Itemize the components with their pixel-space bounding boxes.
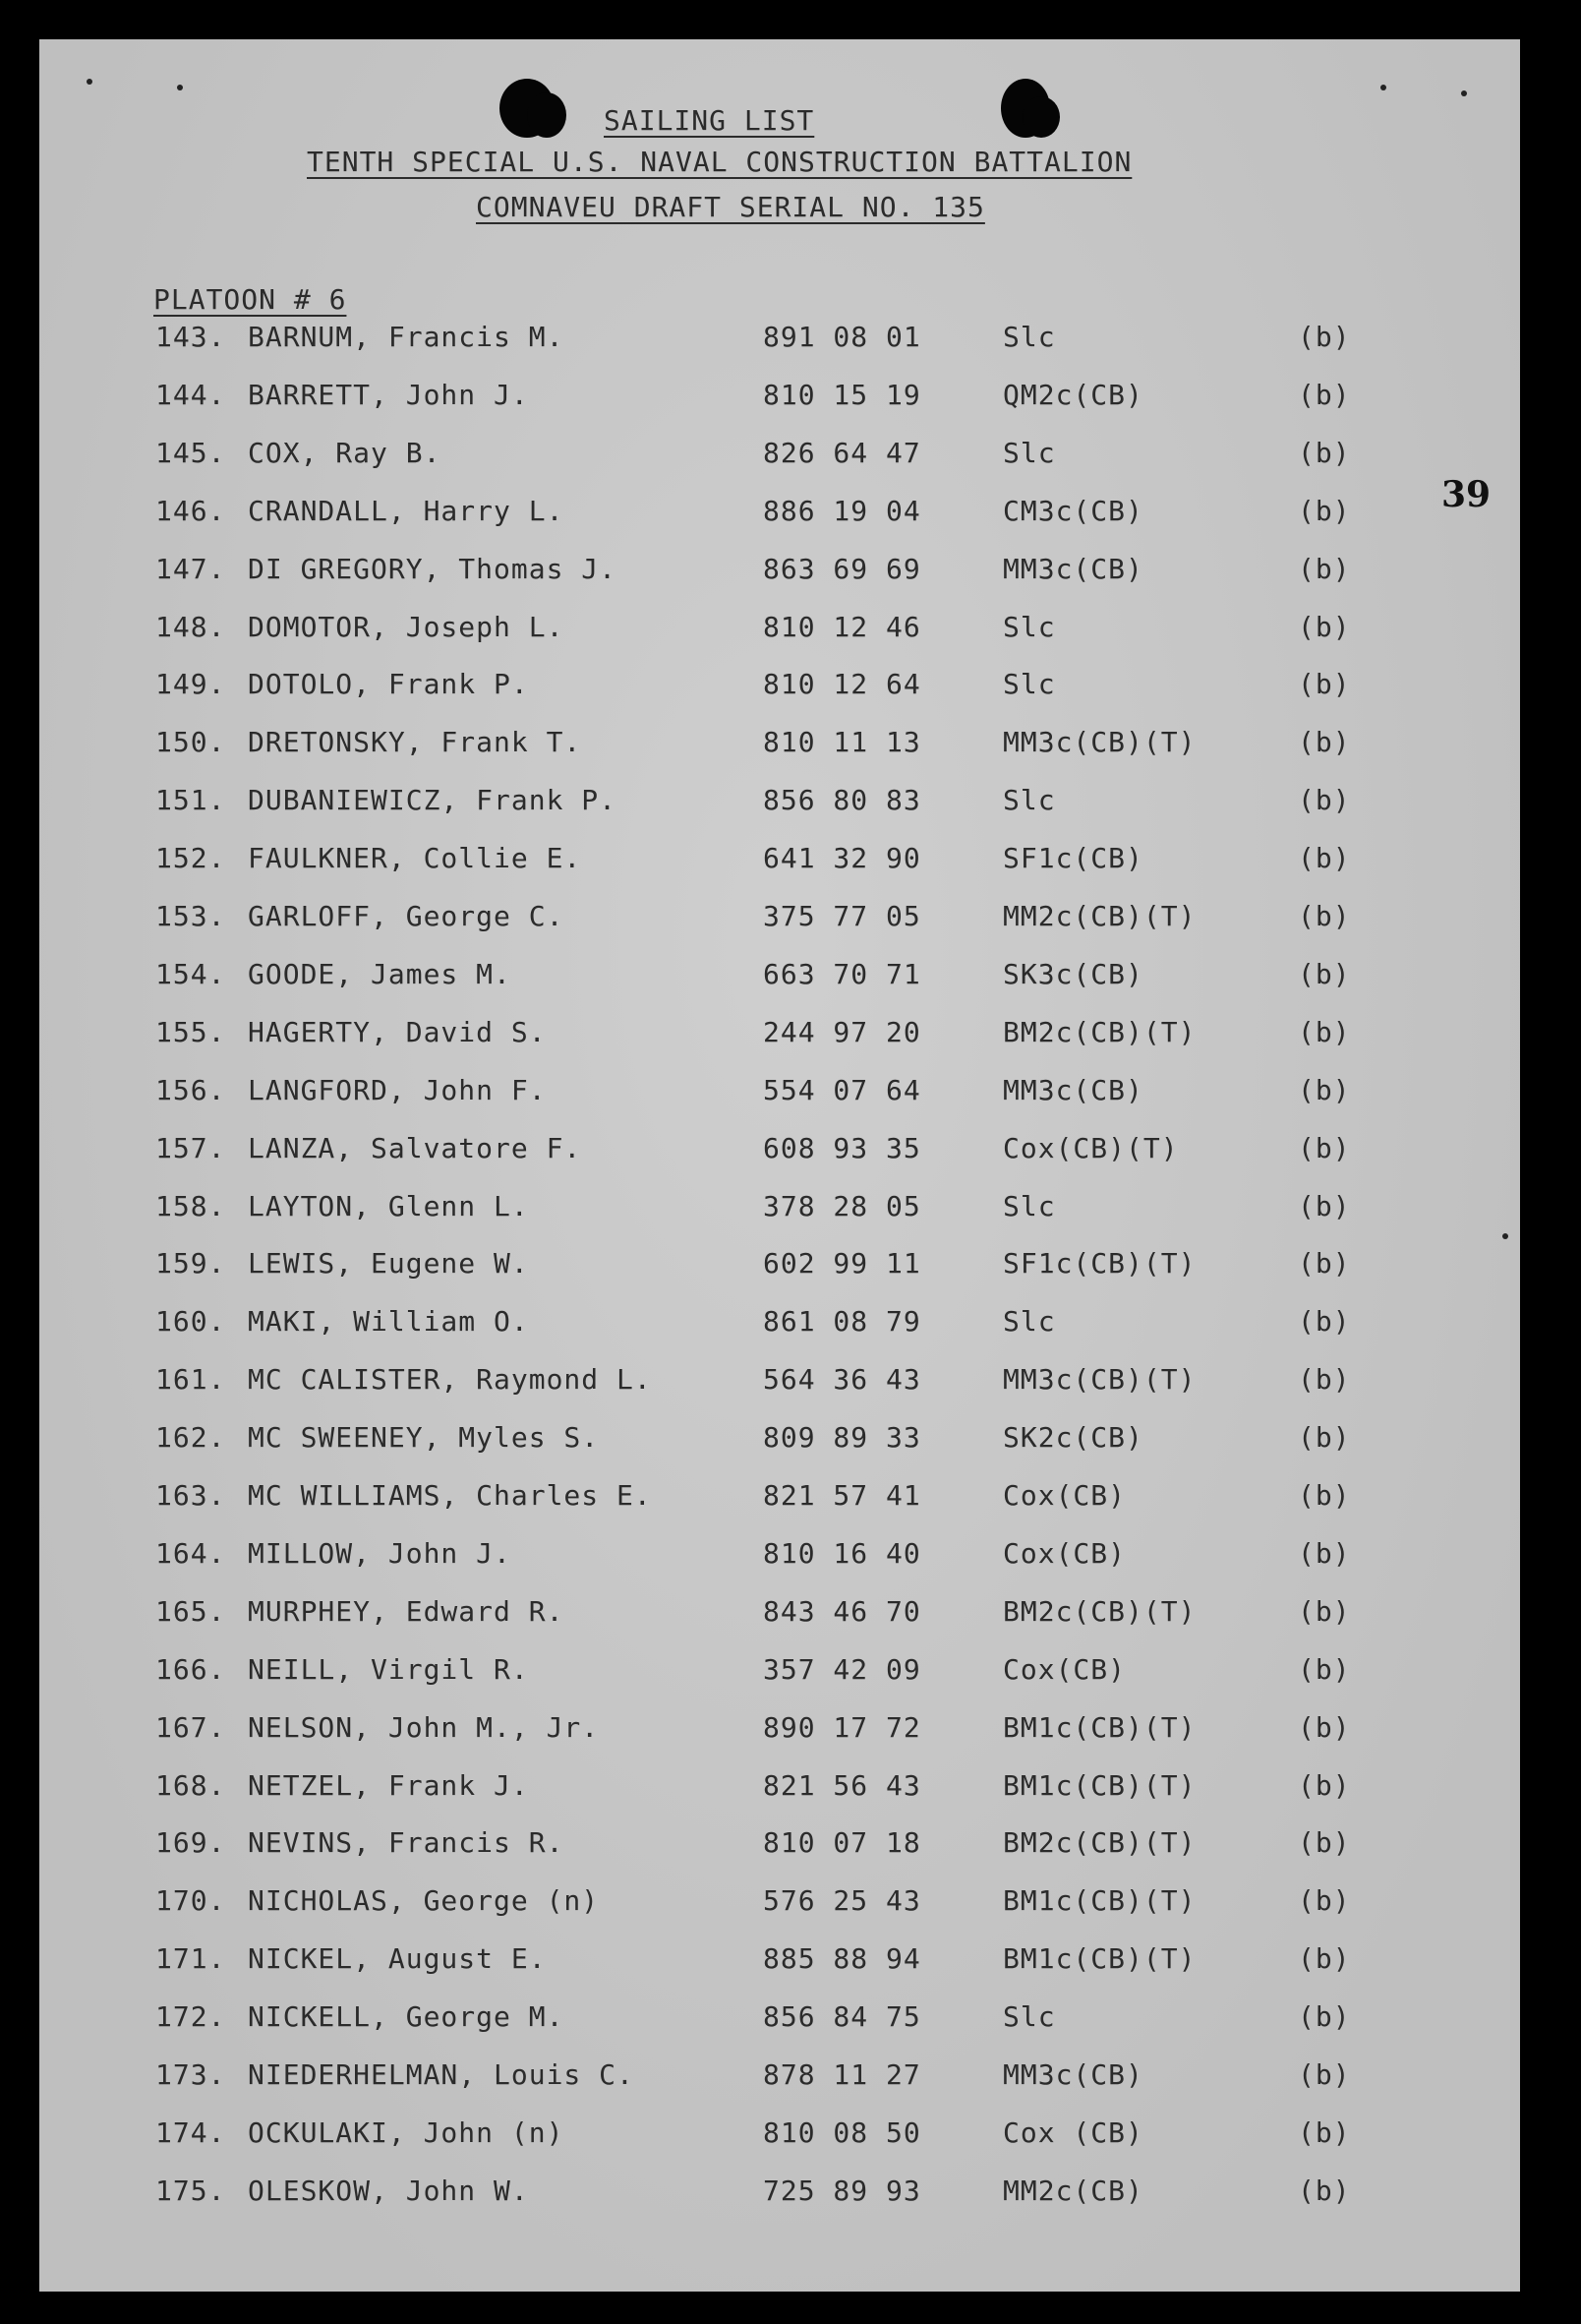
roster-row	[39, 611, 1520, 650]
roster-row	[39, 1305, 1520, 1344]
status-code: (b)	[1298, 1073, 1351, 1106]
service-number: 357 42 09	[763, 1652, 921, 1686]
service-number: 810 12 46	[763, 610, 921, 643]
service-number: 810 12 64	[763, 668, 921, 701]
entry-number: 170.	[155, 1884, 226, 1918]
sailor-name: COX, Ray B.	[248, 436, 441, 469]
sailor-name: MC SWEENEY, Myles S.	[248, 1421, 600, 1455]
sailor-name: NETZEL, Frank J.	[248, 1768, 529, 1802]
page-number: 39	[1441, 474, 1492, 515]
status-code: (b)	[1298, 784, 1351, 817]
entry-number: 175.	[155, 2174, 226, 2207]
entry-number: 164.	[155, 1536, 226, 1570]
rating: BM1c(CB)(T)	[1003, 1942, 1197, 1976]
rating: Slc	[1003, 321, 1056, 353]
scan-speck	[1502, 1233, 1508, 1239]
status-code: (b)	[1298, 1421, 1351, 1455]
sailor-name: MC WILLIAMS, Charles E.	[248, 1479, 652, 1512]
roster-row	[39, 668, 1520, 707]
service-number: 725 89 93	[763, 2174, 921, 2207]
rating: MM3c(CB)(T)	[1003, 726, 1197, 759]
entry-number: 146.	[155, 494, 226, 527]
sailor-name: LANZA, Salvatore F.	[248, 1131, 582, 1164]
roster-row	[39, 1247, 1520, 1286]
rating: BM1c(CB)(T)	[1003, 1768, 1197, 1802]
entry-number: 145.	[155, 436, 226, 469]
status-code: (b)	[1298, 321, 1351, 353]
rating: SF1c(CB)	[1003, 842, 1143, 875]
sailor-name: DOTOLO, Frank P.	[248, 668, 529, 701]
sailor-name: MILLOW, John J.	[248, 1536, 511, 1570]
document-subtitle: TENTH SPECIAL U.S. NAVAL CONSTRUCTION BATTALION	[307, 146, 1133, 178]
status-code: (b)	[1298, 1652, 1351, 1686]
entry-number: 144.	[155, 378, 226, 411]
sailor-name: NELSON, John M., Jr.	[248, 1710, 600, 1744]
entry-number: 149.	[155, 668, 226, 701]
entry-number: 171.	[155, 1942, 226, 1976]
roster-row	[39, 1074, 1520, 1113]
status-code: (b)	[1298, 668, 1351, 701]
rating: SK3c(CB)	[1003, 957, 1143, 990]
rating: BM2c(CB)(T)	[1003, 1826, 1197, 1860]
rating: QM2c(CB)	[1003, 378, 1143, 411]
entry-number: 158.	[155, 1189, 226, 1222]
entry-number: 166.	[155, 1652, 226, 1686]
service-number: 810 15 19	[763, 378, 921, 411]
status-code: (b)	[1298, 1131, 1351, 1164]
sailor-name: MURPHEY, Edward R.	[248, 1594, 564, 1628]
roster-row	[39, 1769, 1520, 1809]
service-number: 810 16 40	[763, 1536, 921, 1570]
entry-number: 173.	[155, 2058, 226, 2091]
service-number: 861 08 79	[763, 1305, 921, 1339]
rating: BM2c(CB)(T)	[1003, 1594, 1197, 1628]
service-number: 810 07 18	[763, 1826, 921, 1860]
entry-number: 157.	[155, 1131, 226, 1164]
entry-number: 159.	[155, 1247, 226, 1281]
roster-row	[39, 1537, 1520, 1577]
status-code: (b)	[1298, 610, 1351, 643]
status-code: (b)	[1298, 2115, 1351, 2149]
entry-number: 156.	[155, 1073, 226, 1106]
sailor-name: FAULKNER, Collie E.	[248, 842, 582, 875]
sailor-name: BARNUM, Francis M.	[248, 321, 564, 353]
sailor-name: NICKEL, August E.	[248, 1942, 547, 1976]
scan-speck	[1461, 90, 1467, 96]
service-number: 886 19 04	[763, 494, 921, 527]
roster-row	[39, 321, 1520, 360]
rating: SK2c(CB)	[1003, 1421, 1143, 1455]
entry-number: 147.	[155, 552, 226, 585]
status-code: (b)	[1298, 1189, 1351, 1222]
entry-number: 167.	[155, 1710, 226, 1744]
roster-row	[39, 553, 1520, 592]
service-number: 641 32 90	[763, 842, 921, 875]
rating: SF1c(CB)(T)	[1003, 1247, 1197, 1281]
status-code: (b)	[1298, 494, 1351, 527]
document-title: SAILING LIST	[604, 104, 815, 137]
status-code: (b)	[1298, 378, 1351, 411]
rating: MM3c(CB)(T)	[1003, 1363, 1197, 1397]
rating: BM1c(CB)(T)	[1003, 1884, 1197, 1918]
service-number: 821 56 43	[763, 1768, 921, 1802]
roster-row	[39, 1016, 1520, 1055]
service-number: 810 11 13	[763, 726, 921, 759]
rating: MM3c(CB)	[1003, 2058, 1143, 2091]
service-number: 885 88 94	[763, 1942, 921, 1976]
status-code: (b)	[1298, 1305, 1351, 1339]
entry-number: 143.	[155, 321, 226, 353]
platoon-label: PLATOON # 6	[153, 283, 347, 316]
rating: MM2c(CB)(T)	[1003, 900, 1197, 932]
entry-number: 165.	[155, 1594, 226, 1628]
roster-row	[39, 2000, 1520, 2040]
rating: MM3c(CB)	[1003, 1073, 1143, 1106]
draft-serial-line: COMNAVEU DRAFT SERIAL NO. 135	[476, 191, 985, 223]
status-code: (b)	[1298, 2174, 1351, 2207]
entry-number: 148.	[155, 610, 226, 643]
sailor-name: MAKI, William O.	[248, 1305, 529, 1339]
entry-number: 152.	[155, 842, 226, 875]
roster-row	[39, 1942, 1520, 1982]
roster-row	[39, 1826, 1520, 1866]
service-number: 821 57 41	[763, 1479, 921, 1512]
sailor-name: HAGERTY, David S.	[248, 1015, 547, 1048]
status-code: (b)	[1298, 1536, 1351, 1570]
rating: Slc	[1003, 668, 1056, 701]
sailor-name: CRANDALL, Harry L.	[248, 494, 564, 527]
service-number: 564 36 43	[763, 1363, 921, 1397]
roster-row	[39, 1595, 1520, 1635]
entry-number: 172.	[155, 2000, 226, 2034]
sailor-name: LAYTON, Glenn L.	[248, 1189, 529, 1222]
sailor-name: GARLOFF, George C.	[248, 900, 564, 932]
punch-hole-right-lobe	[1023, 96, 1060, 138]
roster-row	[39, 379, 1520, 418]
rating: Slc	[1003, 784, 1056, 817]
sailor-name: GOODE, James M.	[248, 957, 511, 990]
service-number: 602 99 11	[763, 1247, 921, 1281]
service-number: 576 25 43	[763, 1884, 921, 1918]
entry-number: 153.	[155, 900, 226, 932]
service-number: 663 70 71	[763, 957, 921, 990]
sailor-name: DRETONSKY, Frank T.	[248, 726, 582, 759]
service-number: 856 80 83	[763, 784, 921, 817]
entry-number: 155.	[155, 1015, 226, 1048]
status-code: (b)	[1298, 957, 1351, 990]
entry-number: 151.	[155, 784, 226, 817]
service-number: 856 84 75	[763, 2000, 921, 2034]
roster-row	[39, 437, 1520, 476]
sailor-name: NEVINS, Francis R.	[248, 1826, 564, 1860]
sailor-name: DUBANIEWICZ, Frank P.	[248, 784, 617, 817]
roster-row	[39, 495, 1520, 534]
service-number: 375 77 05	[763, 900, 921, 932]
sailor-name: MC CALISTER, Raymond L.	[248, 1363, 652, 1397]
scan-speck	[177, 85, 183, 90]
sailor-name: DOMOTOR, Joseph L.	[248, 610, 564, 643]
roster-row	[39, 1363, 1520, 1402]
service-number: 826 64 47	[763, 436, 921, 469]
sailor-name: OLESKOW, John W.	[248, 2174, 529, 2207]
sailor-name: NICHOLAS, George (n)	[248, 1884, 600, 1918]
status-code: (b)	[1298, 1594, 1351, 1628]
entry-number: 168.	[155, 1768, 226, 1802]
rating: BM2c(CB)(T)	[1003, 1015, 1197, 1048]
rating: BM1c(CB)(T)	[1003, 1710, 1197, 1744]
sailor-name: LANGFORD, John F.	[248, 1073, 547, 1106]
roster-row	[39, 1421, 1520, 1460]
service-number: 843 46 70	[763, 1594, 921, 1628]
rating: Cox(CB)(T)	[1003, 1131, 1179, 1164]
rating: Slc	[1003, 2000, 1056, 2034]
scan-speck	[1380, 85, 1386, 90]
roster-row	[39, 784, 1520, 823]
status-code: (b)	[1298, 1710, 1351, 1744]
sailor-name: NEILL, Virgil R.	[248, 1652, 529, 1686]
sailor-name: LEWIS, Eugene W.	[248, 1247, 529, 1281]
roster-row	[39, 1190, 1520, 1229]
entry-number: 150.	[155, 726, 226, 759]
rating: Slc	[1003, 1305, 1056, 1339]
status-code: (b)	[1298, 2058, 1351, 2091]
roster-row	[39, 1653, 1520, 1693]
entry-number: 163.	[155, 1479, 226, 1512]
status-code: (b)	[1298, 1247, 1351, 1281]
status-code: (b)	[1298, 1479, 1351, 1512]
entry-number: 160.	[155, 1305, 226, 1339]
punch-hole-left-lobe	[527, 92, 566, 138]
status-code: (b)	[1298, 1015, 1351, 1048]
rating: Cox(CB)	[1003, 1479, 1127, 1512]
rating: Cox(CB)	[1003, 1536, 1127, 1570]
rating: MM3c(CB)	[1003, 552, 1143, 585]
sailor-name: NICKELL, George M.	[248, 2000, 564, 2034]
roster-row	[39, 1884, 1520, 1924]
entry-number: 162.	[155, 1421, 226, 1455]
rating: Slc	[1003, 1189, 1056, 1222]
roster-row	[39, 2058, 1520, 2098]
roster-row	[39, 1479, 1520, 1519]
service-number: 878 11 27	[763, 2058, 921, 2091]
service-number: 890 17 72	[763, 1710, 921, 1744]
status-code: (b)	[1298, 1768, 1351, 1802]
service-number: 378 28 05	[763, 1189, 921, 1222]
roster-row	[39, 958, 1520, 997]
status-code: (b)	[1298, 1363, 1351, 1397]
service-number: 863 69 69	[763, 552, 921, 585]
rating: Cox(CB)	[1003, 1652, 1127, 1686]
service-number: 608 93 35	[763, 1131, 921, 1164]
status-code: (b)	[1298, 552, 1351, 585]
scan-speck	[87, 79, 92, 85]
service-number: 554 07 64	[763, 1073, 921, 1106]
status-code: (b)	[1298, 1942, 1351, 1976]
entry-number: 161.	[155, 1363, 226, 1397]
roster-row	[39, 1132, 1520, 1171]
document-page	[39, 39, 1520, 2292]
roster-row	[39, 2116, 1520, 2156]
service-number: 810 08 50	[763, 2115, 921, 2149]
status-code: (b)	[1298, 900, 1351, 932]
roster-row	[39, 1711, 1520, 1751]
entry-number: 174.	[155, 2115, 226, 2149]
service-number: 244 97 20	[763, 1015, 921, 1048]
roster-row	[39, 900, 1520, 939]
status-code: (b)	[1298, 1884, 1351, 1918]
sailor-name: NIEDERHELMAN, Louis C.	[248, 2058, 634, 2091]
rating: MM2c(CB)	[1003, 2174, 1143, 2207]
status-code: (b)	[1298, 2000, 1351, 2034]
rating: Cox (CB)	[1003, 2115, 1143, 2149]
sailor-name: DI GREGORY, Thomas J.	[248, 552, 617, 585]
entry-number: 154.	[155, 957, 226, 990]
status-code: (b)	[1298, 842, 1351, 875]
service-number: 809 89 33	[763, 1421, 921, 1455]
roster-row	[39, 726, 1520, 765]
rating: Slc	[1003, 436, 1056, 469]
status-code: (b)	[1298, 436, 1351, 469]
rating: Slc	[1003, 610, 1056, 643]
rating: CM3c(CB)	[1003, 494, 1143, 527]
status-code: (b)	[1298, 726, 1351, 759]
roster-row	[39, 842, 1520, 881]
service-number: 891 08 01	[763, 321, 921, 353]
status-code: (b)	[1298, 1826, 1351, 1860]
sailor-name: OCKULAKI, John (n)	[248, 2115, 564, 2149]
roster-row	[39, 2175, 1520, 2214]
sailor-name: BARRETT, John J.	[248, 378, 529, 411]
entry-number: 169.	[155, 1826, 226, 1860]
